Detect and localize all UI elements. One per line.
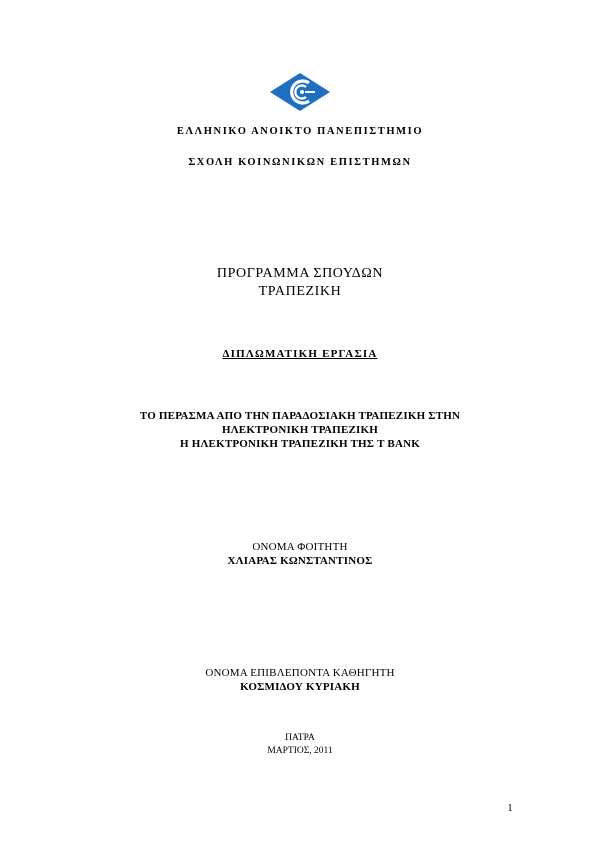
school-name: ΣΧΟΛΗ ΚΟΙΝΩΝΙΚΩΝ ΕΠΙΣΤΗΜΩΝ xyxy=(188,157,412,168)
date: ΜΑΡΤΙΟΣ, 2011 xyxy=(267,746,333,756)
supervisor-label: ΟΝΟΜΑ ΕΠΙΒΛΕΠΟΝΤΑ ΚΑΘΗΓΗΤΗ xyxy=(205,667,395,679)
thesis-label: ΔΙΠΛΩΜΑΤΙΚΗ ΕΡΓΑΣΙΑ xyxy=(222,348,378,360)
student-name: ΧΛΙΑΡΑΣ ΚΩΝΣΤΑΝΤΙΝΟΣ xyxy=(227,555,373,567)
thesis-title-line-1: ΤΟ ΠΕΡΑΣΜΑ ΑΠΟ ΤΗΝ ΠΑΡΑΔΟΣΙΑΚΗ ΤΡΑΠΕΖΙΚΗ ΣΤΗΝ xyxy=(139,410,461,422)
city: ΠΑΤΡΑ xyxy=(285,733,315,743)
thesis-title-line-3: Η ΗΛΕΚΤΡΟΝΙΚΗ ΤΡΑΠΕΖΙΚΗ ΤΗΣ T BANK xyxy=(179,438,420,450)
supervisor-name: ΚΟΣΜΙΔΟΥ ΚΥΡΙΑΚΗ xyxy=(240,681,360,693)
thesis-title-line-2: ΗΛΕΚΤΡΟΝΙΚΗ ΤΡΑΠΕΖΙΚΗ xyxy=(221,424,379,436)
university-logo-icon xyxy=(269,72,331,112)
page-number: 1 xyxy=(507,802,513,814)
program-line-1: ΠΡΟΓΡΑΜΜΑ ΣΠΟΥΔΩΝ xyxy=(216,266,384,281)
program-line-2: ΤΡΑΠΕΖΙΚΗ xyxy=(258,284,342,299)
university-name: ΕΛΛΗΝΙΚΟ ΑΝΟΙΚΤΟ ΠΑΝΕΠΙΣΤΗΜΙΟ xyxy=(176,126,424,137)
student-label: ΟΝΟΜΑ ΦΟΙΤΗΤΗ xyxy=(252,541,348,553)
